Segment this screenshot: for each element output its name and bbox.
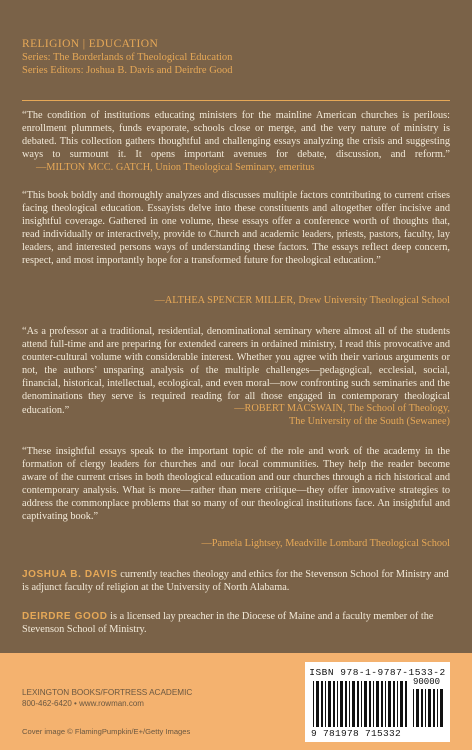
barcode-stripe bbox=[405, 681, 407, 727]
barcode-stripe bbox=[364, 681, 367, 727]
barcode-stripe bbox=[345, 681, 347, 727]
barcode-stripe bbox=[328, 681, 331, 727]
blurb-attribution: —Pamela Lightsey, Meadville Lombard Theological School bbox=[201, 538, 450, 549]
barcode-stripe bbox=[337, 681, 338, 727]
series-name: Series: The Borderlands of Theological Education bbox=[22, 52, 233, 63]
barcode-stripe bbox=[413, 689, 414, 727]
barcode-stripe bbox=[385, 681, 386, 727]
barcode-stripe bbox=[428, 689, 431, 727]
barcode-stripe bbox=[340, 681, 343, 727]
barcode-stripe bbox=[352, 681, 355, 727]
publisher-contact: 800-462-6420 • www.rowman.com bbox=[22, 698, 144, 708]
barcode-stripe bbox=[388, 681, 391, 727]
barcode-stripe bbox=[333, 681, 335, 727]
barcode-stripe bbox=[393, 681, 395, 727]
ean-digits: 9 781978 715332 bbox=[311, 728, 402, 739]
header-divider bbox=[22, 100, 450, 101]
barcode-stripe bbox=[437, 689, 438, 727]
publisher-name: LEXINGTON BOOKS/FORTRESS ACADEMIC bbox=[22, 688, 193, 697]
blurb-text: “As a professor at a traditional, residential, denominational seminary where almost all of the students attend full-time and are preparing for extended careers in ordained ministry, I read this provocative and counter-cultural volume with considerable interest. Whether you agree with their various arguments or not, the authors’ unsparing analysis of the multiple challenges—pedagogical, ecclesial, social, financial, historical, intellectual, ecological, and even moral—now confronting such seminaries and the denominations they serve is required reading for all those engaged in contemporary theological education.” bbox=[22, 326, 450, 416]
footer-band bbox=[0, 653, 472, 750]
author-name: DEIRDRE GOOD bbox=[22, 611, 108, 622]
barcode-stripe bbox=[421, 689, 423, 727]
blurb-attribution: —MILTON MCC. GATCH, Union Theological Seminary, emeritus bbox=[36, 162, 315, 174]
publisher-info bbox=[22, 688, 192, 709]
barcode-stripe bbox=[381, 681, 383, 727]
barcode-stripe bbox=[400, 681, 403, 727]
blurb-text: “This book boldly and thoroughly analyzes and discusses multiple factors contributing to current crises facing theological education. Essayists delve into these constituents and altogether offer incisive and insightful coverage. Gathered in one volume, these essays offer a conference worth of thoughts that, read individually or interactively, provide to Church and academic leaders, priests, pastors, faculty, lay leaders, and interested persons ways of understanding these factors. The essays reflect deep concern, respect, and most importantly hope for a transformed future for theological education.” bbox=[22, 190, 450, 267]
bio-good bbox=[22, 610, 450, 636]
barcode-stripe bbox=[376, 681, 379, 727]
barcode-stripe bbox=[325, 681, 326, 727]
series-editors: Series Editors: Joshua B. Davis and Deirdre Good bbox=[22, 65, 233, 76]
barcode-stripe bbox=[313, 681, 314, 727]
category-label: RELIGION | EDUCATION bbox=[22, 38, 159, 50]
series-header bbox=[22, 38, 452, 77]
ean-barcode bbox=[313, 681, 409, 727]
blurb-attribution: —ROBERT MACSWAIN, The School of Theology, The University of the South (Sewanee) bbox=[234, 403, 450, 428]
barcode-stripe bbox=[369, 681, 371, 727]
isbn-barcode-box bbox=[305, 662, 450, 742]
price-code: 90000 bbox=[413, 677, 441, 687]
bio-text: currently teaches theology and ethics for the Stevenson School for Ministry and is adjunct faculty of religion at the University of North Alabama. bbox=[22, 569, 449, 594]
barcode-stripe bbox=[321, 681, 323, 727]
barcode-stripe bbox=[349, 681, 350, 727]
barcode-stripe bbox=[425, 689, 426, 727]
bio-davis bbox=[22, 568, 450, 594]
blurb-text: “These insightful essays speak to the important topic of the role and work of the academy in the formation of clergy leaders for churches and our local communities. They help the reader become aware of the current crises in both theological education and our churches through a rich historical and contemporary analysis. What is more—rather than mere critique—they offer innovative strategies to address the commonplace problems that so many of our theological institutions face. An insightful and captivating book.” bbox=[22, 446, 450, 523]
addon-barcode bbox=[413, 689, 445, 727]
isbn-label: ISBN 978-1-9787-1533-2 bbox=[309, 667, 446, 678]
blurb-lightsey bbox=[22, 445, 450, 524]
barcode-stripe bbox=[397, 681, 398, 727]
barcode-stripe bbox=[357, 681, 359, 727]
barcode-stripe bbox=[373, 681, 374, 727]
blurb-attribution: —ALTHEA SPENCER MILLER, Drew University Theological School bbox=[154, 295, 450, 306]
barcode-stripe bbox=[361, 681, 362, 727]
barcode-stripe bbox=[316, 681, 319, 727]
blurb-gatch bbox=[22, 109, 450, 174]
blurb-text: “The condition of institutions educating ministers for the mainline American churches is perilous: enrollment plummets, funds evaporate, schools close or merge, and the very nature of ministry is debated. This collection gathers thoughtful and challenging essays analyzing the crisis and suggesting ways to surmount it. It opens important avenues for debate, discussion, and reform.” bbox=[22, 110, 450, 161]
bio-text: is a licensed lay preacher in the Diocese of Maine and a faculty member of the Stevenson School of Ministry. bbox=[22, 611, 434, 636]
author-name: JOSHUA B. DAVIS bbox=[22, 569, 118, 580]
blurb-miller bbox=[22, 189, 450, 268]
barcode-stripe bbox=[440, 689, 443, 727]
barcode-stripe bbox=[433, 689, 435, 727]
barcode-stripe bbox=[416, 689, 419, 727]
cover-credit: Cover image © FlamingPumpkin/E+/Getty Images bbox=[22, 727, 191, 736]
